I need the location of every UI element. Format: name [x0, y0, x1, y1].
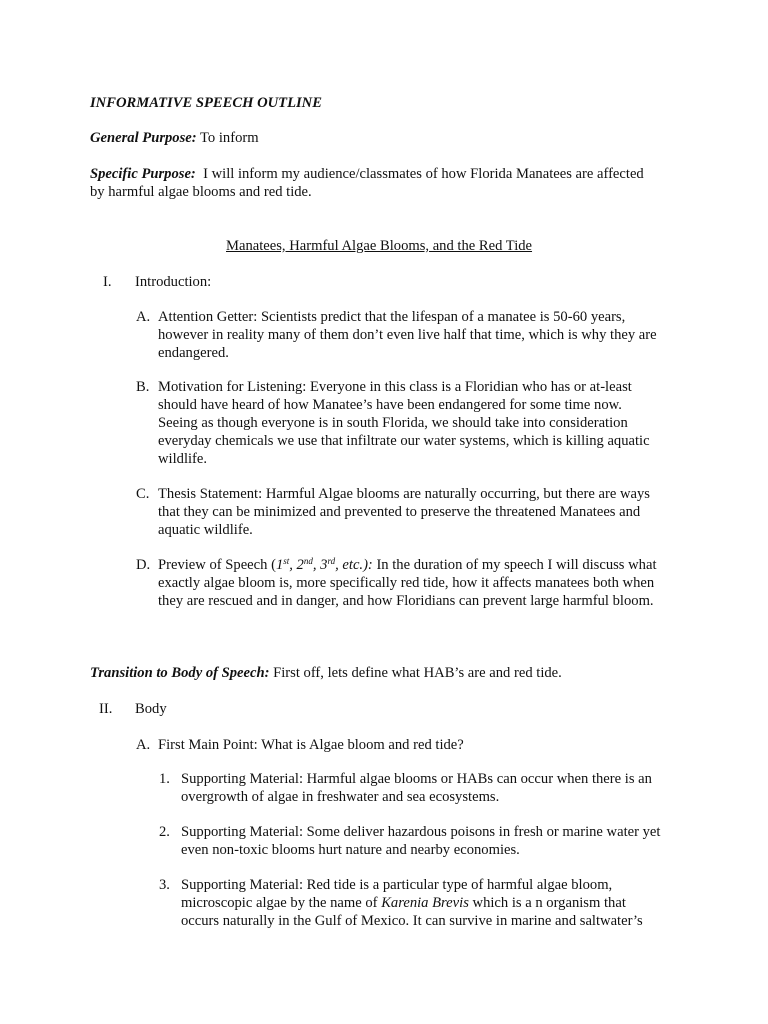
support-3-line1: Supporting Material: Red tide is a particular type of harmful algae bloom, — [181, 877, 613, 893]
document-title: INFORMATIVE SPEECH OUTLINE — [90, 95, 322, 111]
intro-c-line: that they can be minimized and prevented to preserve the threatened Manatees and — [158, 504, 641, 520]
support-2-marker: 2. — [159, 824, 170, 840]
transition-label: Transition to Body of Speech: — [90, 665, 270, 681]
intro-c-line: aquatic wildlife. — [158, 522, 253, 538]
section-heading-introduction: Introduction: — [135, 274, 212, 290]
support-3-marker: 3. — [159, 877, 170, 893]
intro-b-line: everyday chemicals we use that infiltrate our water systems, which is killing aquatic — [158, 433, 650, 449]
support-1-line: overgrowth of algae in freshwater and sea ecosystems. — [181, 789, 500, 805]
section-numeral-2: II. — [99, 701, 113, 717]
support-1-line: Supporting Material: Harmful algae blooms or HABs can occur when there is an — [181, 771, 652, 787]
specific-purpose-label: Specific Purpose: — [90, 166, 196, 182]
intro-a-line: however in reality many of them don’t even live half that time, which is why they are — [158, 327, 657, 343]
intro-b-line: Seeing as though everyone is in south Florida, we should take into consideration — [158, 415, 628, 431]
intro-b-line: wildlife. — [158, 451, 208, 467]
intro-d-marker: D. — [136, 557, 151, 573]
intro-a-line: endangered. — [158, 345, 229, 361]
support-2-line: even non-toxic blooms hurt nature and nearby economies. — [181, 842, 520, 858]
section-heading-body: Body — [135, 701, 167, 717]
body-a-text: First Main Point: What is Algae bloom and red tide? — [158, 737, 464, 753]
intro-b-marker: B. — [136, 379, 150, 395]
specific-purpose-line2: by harmful algae blooms and red tide. — [90, 184, 312, 200]
intro-a-line: Attention Getter: Scientists predict that the lifespan of a manatee is 50-60 years, — [158, 309, 626, 325]
specific-purpose — [90, 165, 644, 183]
specific-purpose-line1: I will inform my audience/classmates of how Florida Manatees are affected — [203, 166, 644, 182]
intro-d-line3: they are rescued and in danger, and how Floridians can prevent large harmful bloom. — [158, 593, 654, 609]
support-1-marker: 1. — [159, 771, 170, 787]
transition-text: First off, lets define what HAB’s are and red tide. — [273, 665, 562, 681]
intro-d-line2: exactly algae bloom is, more specifically red tide, how it affects manatees both when — [158, 575, 655, 591]
speech-title: Manatees, Harmful Algae Blooms, and the Red Tide — [226, 238, 533, 254]
support-3-line2: microscopic algae by the name of Karenia Brevis which is a n organism that — [181, 895, 626, 911]
intro-a-marker: A. — [136, 309, 151, 325]
support-3-line3: occurs naturally in the Gulf of Mexico. It can survive in marine and saltwater’s — [181, 913, 643, 929]
intro-c-marker: C. — [136, 486, 150, 502]
species-name: Karenia Brevis — [381, 895, 469, 911]
transition — [90, 664, 562, 682]
intro-d-line1: Preview of Speech (1st, 2nd, 3rd, etc.): In the duration of my speech I will discuss what — [158, 556, 657, 573]
intro-b-line: Motivation for Listening: Everyone in this class is a Floridian who has or at-least — [158, 379, 632, 395]
section-numeral-1: I. — [103, 274, 112, 290]
general-purpose-text: To inform — [200, 130, 259, 146]
general-purpose — [90, 129, 259, 147]
general-purpose-label: General Purpose: — [90, 130, 197, 146]
intro-c-line: Thesis Statement: Harmful Algae blooms are naturally occurring, but there are ways — [158, 486, 650, 502]
support-2-line: Supporting Material: Some deliver hazardous poisons in fresh or marine water yet — [181, 824, 661, 840]
body-a-marker: A. — [136, 737, 151, 753]
intro-b-line: should have heard of how Manatee’s have been endangered for some time now. — [158, 397, 622, 413]
